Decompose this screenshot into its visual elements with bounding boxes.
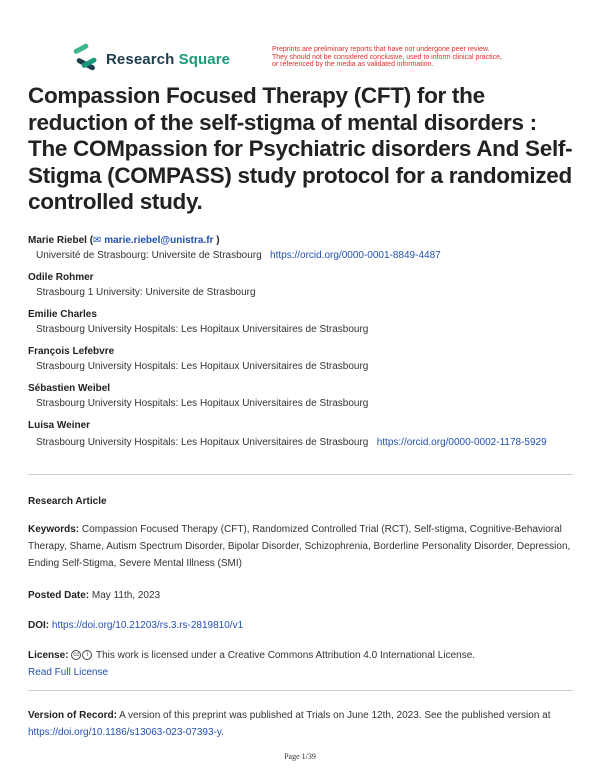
author-affiliation <box>28 435 576 451</box>
keywords <box>28 521 573 572</box>
license <box>28 647 573 681</box>
author-affiliation: Strasbourg 1 University: Universite de Strasbourg <box>36 287 256 298</box>
posted-date <box>28 587 573 604</box>
doi <box>28 617 573 634</box>
notice-line-2: They should not be considered conclusive, used to inform clinical practice, <box>272 53 502 61</box>
keywords-label: Keywords: <box>28 524 80 535</box>
divider <box>28 690 573 691</box>
envelope-icon: ✉ <box>93 235 102 246</box>
author-name: Sébastien Weibel <box>28 383 111 394</box>
license-label: License: <box>28 650 69 662</box>
orcid-link[interactable]: https://orcid.org/0000-0002-1178-5929 <box>376 437 547 448</box>
author-email-link[interactable] <box>93 235 213 246</box>
orcid-link[interactable]: https://orcid.org/0000-0001-8849-4487 <box>270 250 441 261</box>
doi-link[interactable]: https://doi.org/10.21203/rs.3.rs-2819810/v1 <box>51 620 244 631</box>
divider <box>28 474 573 475</box>
author-name-text: Marie Riebel <box>28 235 87 246</box>
article-type-text: Research Article <box>28 496 107 507</box>
brand-word-2: Square <box>178 50 231 68</box>
attribution-icon: i <box>82 650 92 660</box>
email-paren-close: ) <box>216 235 220 246</box>
author-affiliation: Strasbourg University Hospitals: Les Hopitaux Universitaires de Strasbourg <box>36 361 369 372</box>
author-list <box>28 235 576 451</box>
license-text: This work is licensed under a Creative Commons Attribution 4.0 International License. <box>95 650 476 662</box>
doi-label: DOI: <box>28 620 50 631</box>
preprint-notice <box>272 46 572 69</box>
vor-link[interactable]: https://doi.org/10.1186/s13063-023-07393-y <box>28 727 222 738</box>
author-affiliation: Strasbourg University Hospitals: Les Hopitaux Universitaires de Strasbourg <box>36 324 369 335</box>
notice-line-3: or referenced by the media as validated information. <box>272 61 434 68</box>
read-full-license-link[interactable]: Read Full License <box>28 667 109 679</box>
author-affiliation: Strasbourg University Hospitals: Les Hopitaux Universitaires de Strasbourg <box>36 398 369 409</box>
author-name: Luisa Weiner <box>28 420 91 431</box>
author-name: Odile Rohmer <box>28 272 94 283</box>
brand-name <box>106 51 230 68</box>
email-paren-open: ( <box>89 235 94 246</box>
cc-license-icons[interactable] <box>71 647 93 664</box>
version-of-record <box>28 707 573 741</box>
vor-end: . <box>221 727 224 738</box>
keywords-text: Compassion Focused Therapy (CFT), Randomized Controlled Trial (RCT), Self-stigma, Cognitive-Behavioral Therapy, Shame, Autism Spectrum Disorder, Bipolar Disorder, Schizophrenia, Borderline Personality Disorder, Depression, Ending Self-Stigma, Severe Mental Illness (SMI) <box>28 524 571 569</box>
author-name <box>28 235 576 250</box>
posted-date-value: May 11th, 2023 <box>91 590 161 601</box>
author-affiliation <box>28 250 576 272</box>
posted-date-label: Posted Date: <box>28 590 90 601</box>
paper-title: Compassion Focused Therapy (CFT) for the reduction of the self-stigma of mental disorders : The COMpassion for Psychiatric disorders And Self-Stigma (COMPASS) study protocol for a randomized controlled study. <box>28 83 573 214</box>
page-number: Page 1/39 <box>284 752 316 761</box>
author-email: marie.riebel@unistra.fr <box>104 235 214 246</box>
affiliation-text: Université de Strasbourg: Universite de Strasbourg <box>36 250 262 261</box>
brand-word-1: Research <box>106 50 175 68</box>
page-header <box>0 0 600 80</box>
notice-line-1: Preprints are preliminary reports that have not undergone peer review. <box>272 46 490 53</box>
vor-text: A version of this preprint was published at Trials on June 12th, 2023. See the published version at <box>119 710 551 721</box>
author-name: François Lefebvre <box>28 346 115 357</box>
author-name: Emilie Charles <box>28 309 97 320</box>
cc-icon: cc <box>73 652 80 659</box>
article-type <box>28 493 573 510</box>
affiliation-text: Strasbourg University Hospitals: Les Hopitaux Universitaires de Strasbourg <box>36 437 369 448</box>
vor-label: Version of Record: <box>28 710 117 721</box>
research-square-logo-icon <box>74 48 100 70</box>
research-square-logo[interactable] <box>74 48 230 70</box>
